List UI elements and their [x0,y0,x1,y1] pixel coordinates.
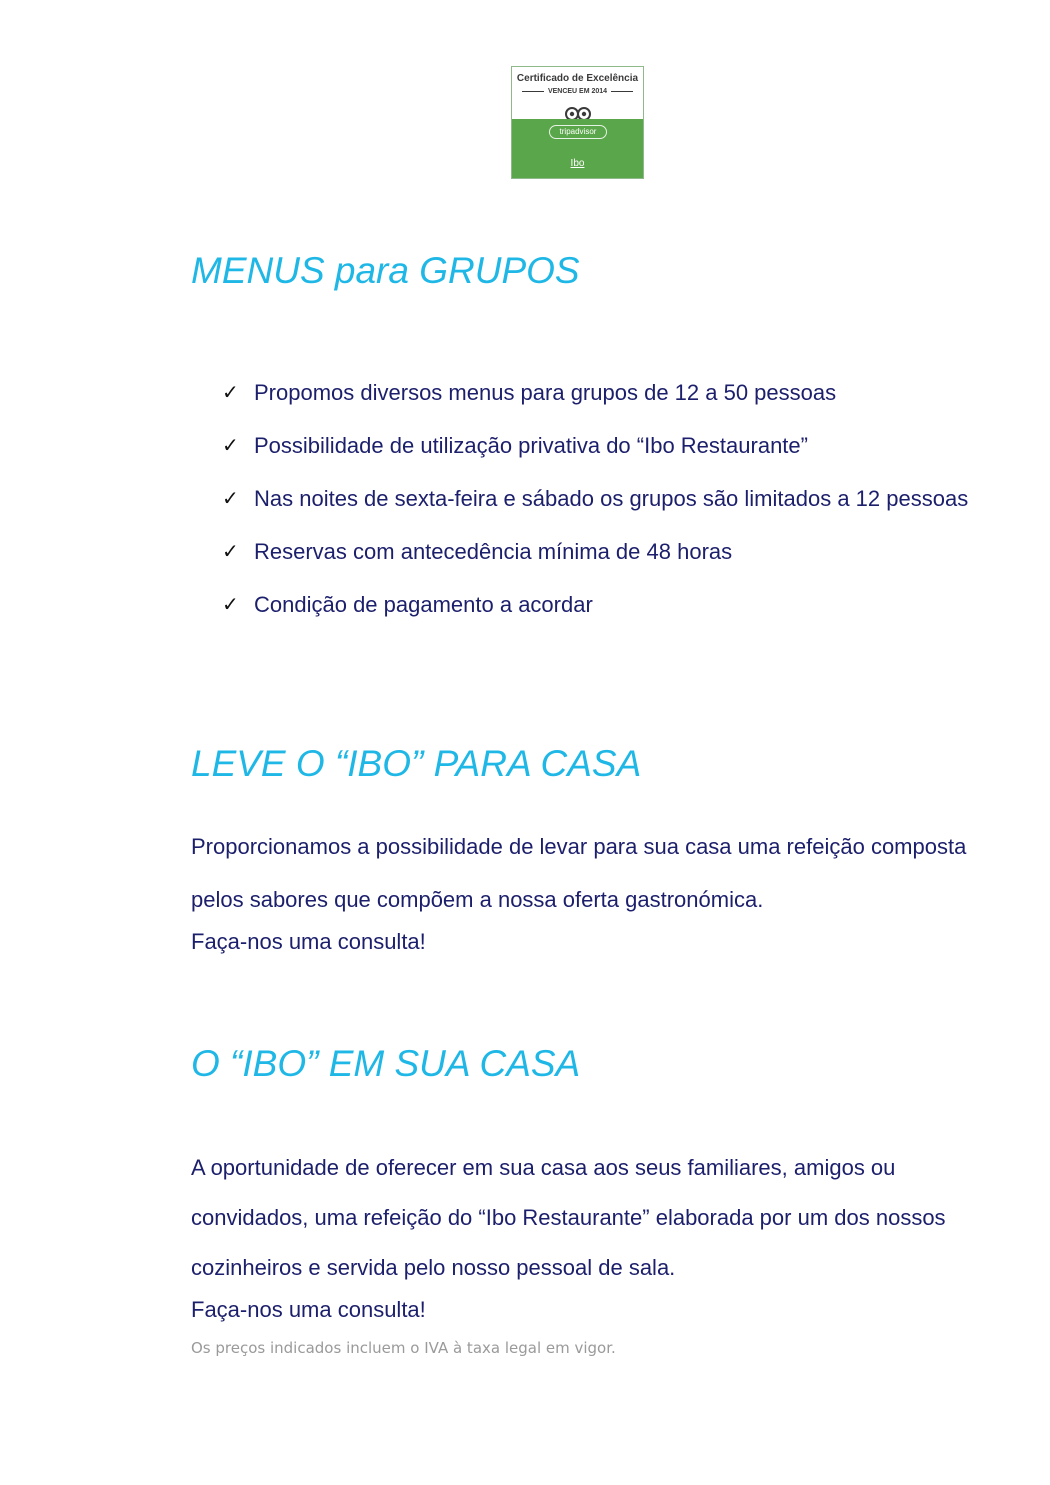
list-item-text: Possibilidade de utilização privativa do “Ibo Restaurante” [254,433,808,458]
heading-menus-grupos: MENUS para GRUPOS [191,250,580,291]
badge-title: Certificado de Excelência [516,73,639,84]
list-item [222,590,1002,619]
badge-rule-left [522,91,544,92]
checkmark-icon: ✓ [222,592,239,616]
tax-note: Os preços indicados incluem o IVA à taxa legal em vigor. [191,1339,616,1357]
menus-checklist [222,378,1002,643]
badge-rule-right [611,91,633,92]
list-item [222,484,1002,513]
checkmark-icon: ✓ [222,539,239,563]
list-item [222,431,1002,460]
tripadvisor-logo: tripadvisor [549,125,607,139]
heading-leve-ibo: LEVE O “IBO” PARA CASA [191,743,642,784]
list-item-text: Nas noites de sexta-feira e sábado os grupos são limitados a 12 pessoas [254,486,969,511]
badge-subtitle-row [522,88,633,95]
certificate-badge [511,66,644,179]
leve-call-to-action: Faça-nos uma consulta! [191,929,426,954]
heading-ibo-em-casa: O “IBO” EM SUA CASA [191,1043,581,1084]
casa-description: A oportunidade de oferecer em sua casa aos seus familiares, amigos ou convidados, uma refeição do “Ibo Restaurante” elaborada por um dos nossos cozinheiros e servida pelo nosso pessoal de sala. [191,1155,946,1280]
list-item-text: Condição de pagamento a acordar [254,592,593,617]
list-item [222,378,1002,407]
list-item-text: Reservas com antecedência mínima de 48 horas [254,539,733,564]
casa-call-to-action: Faça-nos uma consulta! [191,1297,426,1322]
badge-restaurant-name: Ibo [570,158,585,169]
checkmark-icon: ✓ [222,433,239,457]
checkmark-icon: ✓ [222,380,239,404]
leve-description: Proporcionamos a possibilidade de levar para sua casa uma refeição composta pelos sabores que compõem a nossa oferta gastronómica. [191,834,967,912]
list-item-text: Propomos diversos menus para grupos de 12 a 50 pessoas [254,380,837,405]
list-item [222,537,1002,566]
checkmark-icon: ✓ [222,486,239,510]
badge-subtitle: VENCEU EM 2014 [547,88,608,95]
